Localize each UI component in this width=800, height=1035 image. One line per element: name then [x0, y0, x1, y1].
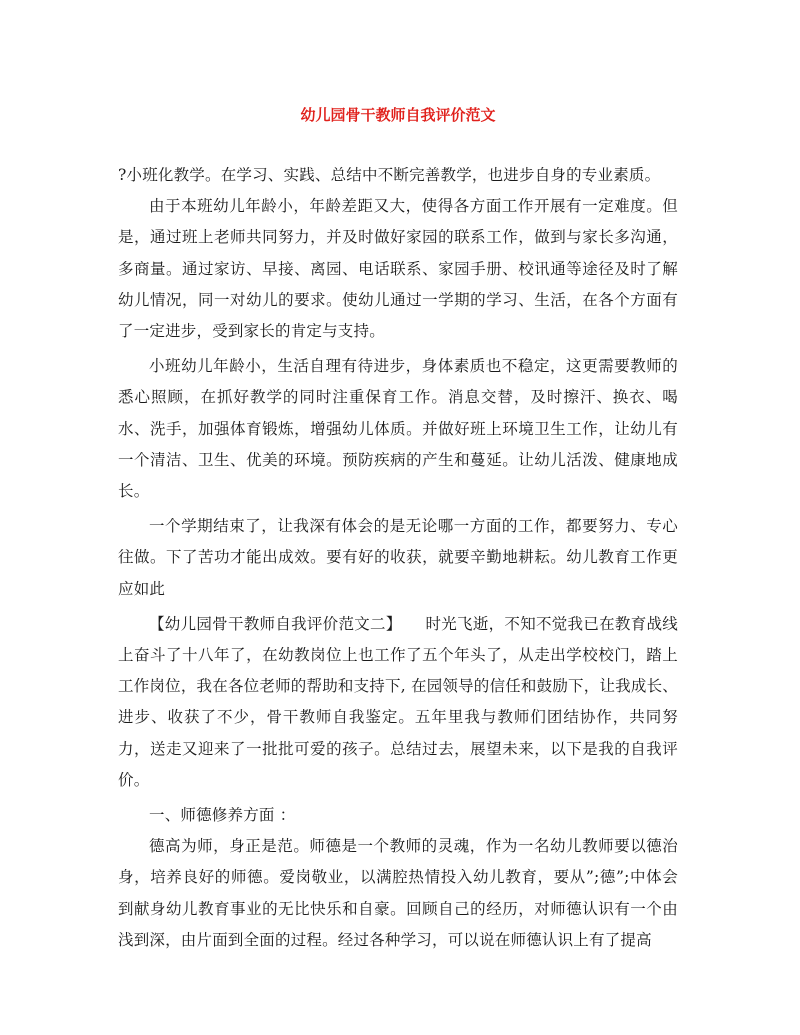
paragraph-2: 由于本班幼儿年龄小，年龄差距又大，使得各方面工作开展有一定难度。但是，通过班上老师共同努力，并及时做好家园的联系工作，做到与家长多沟通，多商量。通过家访、早接、离园、电话联系、家园手册、校讯通等途径及时了解幼儿情况，同一对幼儿的要求。使幼儿通过一学期的学习、生活，在各个方面有了一定进步，受到家长的肯定与支持。	[118, 197, 678, 341]
section-heading-ethics: 一、师德修养方面 ：	[149, 806, 296, 825]
paragraph-1: ?小班化教学。在学习、实践、总结中不断完善教学，也进步自身的专业素质。	[118, 166, 661, 184]
paragraph-3: 小班幼儿年龄小，生活自理有待进步，身体素质也不稳定，这更需要教师的悉心照顾，在抓好教学的同时注重保育工作。消息交替，及时擦汗、换衣、喝水、洗手，加强体育锻炼，增强幼儿体质。并做好班上环境卫生工作，让幼儿有一个清洁、卫生、优美的环境。预防疾病的产生和蔓延。让幼儿活泼、健康地成长。	[118, 357, 678, 501]
paragraph-4: 一个学期结束了，让我深有体会的是无论哪一方面的工作，都要努力、专心往做。下了苦功才能出成效。要有好的收获，就要辛勤地耕耘。幼儿教育工作更应如此	[118, 517, 678, 598]
document-body	[118, 160, 678, 956]
paragraph-5: 【幼儿园骨干教师自我评价范文二】 时光飞逝，不知不觉我已在教育战线上奋斗了十八年了，在幼教岗位上也工作了五个年头了，从走出学校校门，踏上工作岗位，我在各位老师的帮助和支持下, 在园领导的信任和鼓励下，让我成长、进步、收获了不少，骨干教师自我鉴定。五年里我与教师们团结协作，共同努力，送走又迎来了一批批可爱的孩子。总结过去，展望未来，以下是我的自我评价。	[118, 614, 678, 789]
document-title: 幼儿园骨干教师自我评价范文	[300, 106, 496, 124]
paragraph-6: 德高为师，身正是范。师德是一个教师的灵魂，作为一名幼儿教师要以德治身，培养良好的师德。爱岗敬业，以满腔热情投入幼儿教育，要从”;德”;中体会到献身幼儿教育事业的无比快乐和自豪。回顾自己的经历，对师德认识有一个由浅到深，由片面到全面的过程。经过各种学习，可以说在师德认识上有了提高	[118, 837, 678, 949]
